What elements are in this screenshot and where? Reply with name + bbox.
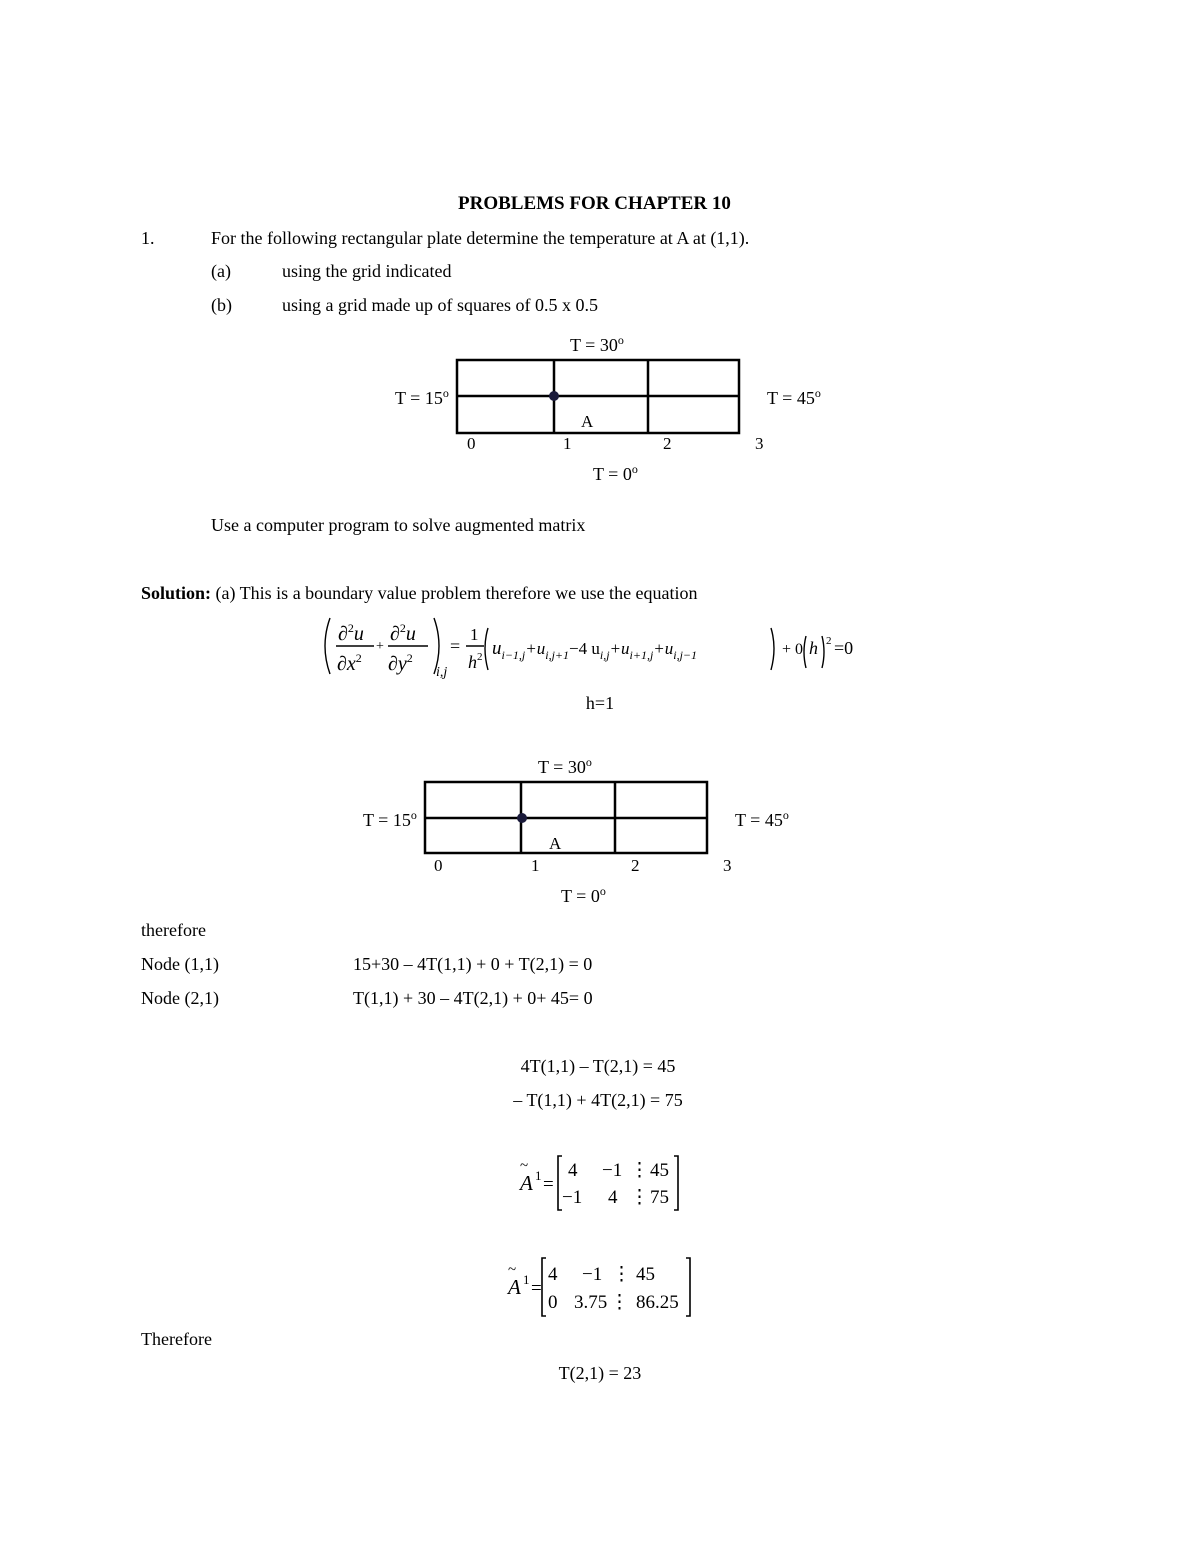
augmented-matrix-2 (498, 1252, 703, 1322)
svg-text:T = 30o (570, 333, 624, 355)
rhs-open-paren (485, 628, 488, 670)
node-1-equation: 15+30 – 4T(1,1) + 0 + T(2,1) = 0 (353, 954, 593, 974)
h-close-paren (822, 636, 824, 668)
left-temp-label: T = 15 (395, 388, 443, 408)
left-paren (325, 618, 330, 674)
node-2-label: Node (2,1) (141, 988, 219, 1008)
solution-label: Solution: (141, 583, 212, 603)
m2-r2c1: 0 (548, 1292, 558, 1313)
part-a-label: (a) (211, 261, 231, 281)
tick-3: 3 (755, 434, 764, 453)
point-a-label: A (581, 412, 594, 431)
part-b-text: using a grid made up of squares of 0.5 x 0.5 (282, 295, 598, 315)
point-a-marker (549, 391, 559, 401)
svg-text:⋮: ⋮ (630, 1160, 649, 1181)
svg-text:~: ~ (508, 1262, 517, 1278)
m2-r2c3: 86.25 (636, 1292, 679, 1313)
plate-diagram-2 (348, 752, 818, 912)
right-degree: o (814, 386, 821, 400)
m1-r2c3: 75 (650, 1187, 669, 1208)
svg-text:T = 0o: $T = 0^o$ (561, 884, 606, 906)
tick-1-2: 1 (531, 856, 540, 875)
augmented-matrix-1 (510, 1148, 690, 1218)
svg-text:T = 45o: $T = 45^o$ (735, 808, 789, 830)
svg-text:T = 45o (767, 386, 821, 408)
svg-text:T = 30o: $T = 30^o$ (538, 755, 592, 777)
svg-text:ui−1,j+ui,j+1−4 ui,j+ui+1,j+ui: $u_{i-1,j}+u_{i,j+1}-4$ $u_{i,j}+u_{i+1,j}+u_{i,j-1}$ (492, 638, 698, 662)
svg-text:T = 15o: $T = 15^o$ (363, 808, 417, 830)
svg-text:∂2u: ∂$^2$u (390, 621, 416, 645)
top-temp-label-2: T = 30 (538, 757, 586, 777)
top-temp-label: T = 30 (570, 335, 618, 355)
svg-text:=0: =0 (834, 638, 854, 658)
svg-text:∂x2: $\partial x^2$ (337, 651, 362, 675)
tick-2-2: 2 (631, 856, 640, 875)
bottom-degree: o (631, 462, 638, 476)
tick-0: 0 (467, 434, 476, 453)
m1-r2c1: −1 (562, 1187, 583, 1208)
left-temp-label-2: T = 15 (363, 810, 411, 830)
node-1-label: Node (1,1) (141, 954, 219, 974)
d2-symbol: ∂ (338, 623, 348, 645)
svg-text:∂y2: $\partial y^2$ (388, 651, 413, 675)
h-value: h=1 (585, 693, 615, 713)
system-eq-2: – T(1,1) + 4T(2,1) = 75 (513, 1090, 683, 1110)
left-degree: o (442, 386, 449, 400)
point-a-label-2: A (549, 834, 562, 853)
page-title: PROBLEMS FOR CHAPTER 10 (458, 193, 731, 214)
matrix-1-symbol: A (520, 1171, 533, 1195)
svg-text:h: h (809, 638, 818, 658)
tick-3-2: 3 (723, 856, 732, 875)
plate-diagram-1 (380, 330, 850, 490)
tick-2: 2 (663, 434, 672, 453)
therefore-text-2: Therefore (141, 1329, 212, 1349)
node-2-equation: T(1,1) + 30 – 4T(2,1) + 0+ 45= 0 (353, 988, 593, 1008)
tick-0-2: 0 (434, 856, 443, 875)
matrix-2-symbol: A (508, 1275, 521, 1299)
sub-ij: i,j (436, 665, 448, 680)
therefore-text: therefore (141, 920, 206, 940)
solution-intro: (a) This is a boundary value problem therefore we use the equation (215, 583, 698, 603)
top-degree: o (617, 333, 624, 347)
svg-text:+ 0: + 0 (782, 641, 804, 658)
svg-text:∂2u: ∂$^2$u (338, 621, 364, 645)
bottom-temp-label: T = 0 (593, 464, 632, 484)
svg-text:1: 1 (470, 625, 479, 644)
problem-statement: For the following rectangular plate determine the temperature at A at (1,1). (211, 228, 750, 248)
m1-r1c2: −1 (602, 1160, 623, 1181)
svg-text:⋮: ⋮ (630, 1187, 649, 1208)
svg-text:=: = (450, 636, 461, 656)
system-eq-1: 4T(1,1) – T(2,1) = 45 (520, 1056, 676, 1076)
part-b-label: (b) (211, 295, 232, 315)
svg-text:+: + (376, 639, 384, 654)
h-open-paren (804, 636, 806, 668)
svg-text:⋮: ⋮ (610, 1292, 629, 1313)
m1-r1c1: 4 (568, 1160, 578, 1181)
svg-text:h2: $h^2$ (468, 651, 483, 672)
right-temp-label-2: T = 45 (735, 810, 783, 830)
m2-r2c2: 3.75 (574, 1292, 608, 1313)
finite-difference-equation (318, 612, 878, 684)
part-a-text: using the grid indicated (282, 261, 452, 281)
svg-text:⋮: ⋮ (612, 1264, 631, 1285)
svg-text:T = 0o (593, 462, 638, 484)
svg-text:1: 1 (523, 1272, 530, 1287)
point-a-marker-2 (517, 813, 527, 823)
m2-r1c2: −1 (582, 1264, 603, 1285)
m1-r1c3: 45 (650, 1160, 669, 1181)
m2-r1c3: 45 (636, 1264, 655, 1285)
m2-r1c1: 4 (548, 1264, 558, 1285)
right-temp-label: T = 45 (767, 388, 815, 408)
svg-text:=: = (531, 1278, 542, 1299)
problem-number: 1. (141, 228, 155, 248)
m1-r2c2: 4 (608, 1187, 618, 1208)
svg-text:1: 1 (535, 1168, 542, 1183)
rhs-close-paren (771, 628, 774, 670)
tick-1: 1 (563, 434, 572, 453)
result-text: T(2,1) = 23 (558, 1363, 642, 1383)
svg-text:2: 2 (826, 635, 832, 647)
bottom-temp-label-2: T = 0 (561, 886, 600, 906)
svg-text:T = 15o (395, 386, 449, 408)
svg-text:=: = (543, 1174, 554, 1195)
svg-text:~: ~ (520, 1158, 529, 1174)
instruction-text: Use a computer program to solve augmented matrix (211, 515, 586, 535)
